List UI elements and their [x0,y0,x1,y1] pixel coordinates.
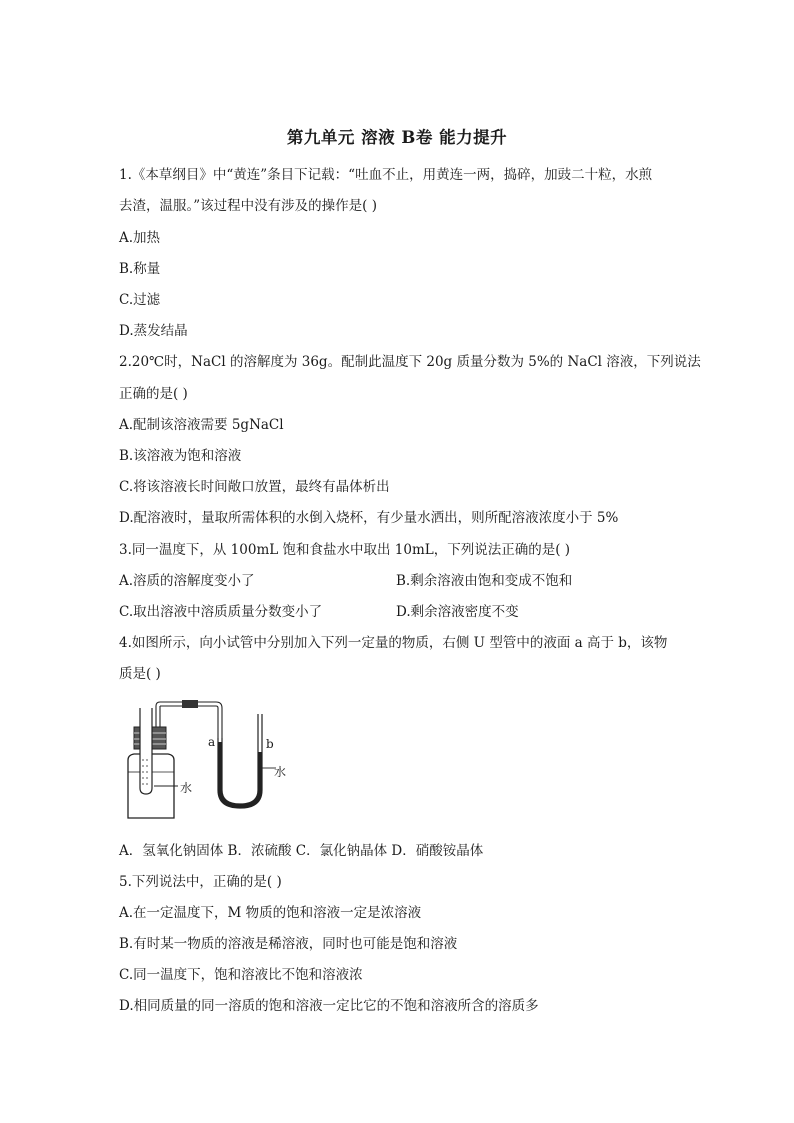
page-title: 第九单元 溶液 B卷 能力提升 [286,128,508,147]
q3-option-d: D.剩余溶液密度不变 [396,604,519,620]
q3-option-c: C.取出溶液中溶质质量分数变小了 [119,604,323,620]
q5-option-d: D.相同质量的同一溶质的饱和溶液一定比它的不饱和溶液所含的溶质多 [119,998,539,1014]
q5-option-a: A.在一定温度下，M 物质的饱和溶液一定是浓溶液 [119,905,422,921]
q1-stem-line2: 去渣，温服。”该过程中没有涉及的操作是( ) [119,198,377,214]
q2-option-d: D.配溶液时，量取所需体积的水倒入烧杯，有少量水洒出，则所配溶液浓度小于 5% [119,510,619,526]
delivery-tube [156,706,160,727]
q1-stem-line1: 1.《本草纲目》中“黄连”条目下记载：“吐血不止，用黄连一两，捣碎，加豉二十粒，水煎 [119,167,653,183]
apparatus-diagram [116,700,306,824]
q2-stem-line1: 2.20℃时，NaCl 的溶解度为 36g。配制此温度下 20g 质量分数为 5%的 NaCl 溶液，下列说法 [119,354,701,370]
q3-option-b: B.剩余溶液由饱和变成不饱和 [396,573,573,589]
u-tube [218,714,262,808]
q4-options: A．氢氧化钠固体 B．浓硫酸 C．氯化钠晶体 D．硝酸铵晶体 [119,843,484,859]
q3-option-a: A.溶质的溶解度变小了 [119,573,255,589]
q2-stem-line2: 正确的是( ) [119,386,188,402]
q1-option-c: C.过滤 [119,292,161,308]
q1-option-a: A.加热 [119,230,161,246]
q1-option-b: B.称量 [119,261,161,277]
rubber-connector [182,700,198,708]
q5-stem: 5.下列说法中，正确的是( ) [119,874,282,890]
label-water-u-tube: 水 [274,765,287,779]
label-a: a [208,735,216,749]
q4-stem-line2: 质是( ) [119,666,161,682]
label-water-bottle: 水 [180,781,193,795]
q5-option-c: C.同一温度下，饱和溶液比不饱和溶液浓 [119,967,363,983]
test-tube [140,708,152,794]
q5-option-b: B.有时某一物质的溶液是稀溶液，同时也可能是饱和溶液 [119,936,458,952]
apparatus-figure [116,700,306,824]
q2-option-c: C.将该溶液长时间敞口放置，最终有晶体析出 [119,479,390,495]
u-tube-liquid [220,742,260,806]
q2-option-a: A.配制该溶液需要 5gNaCl [119,417,284,433]
q3-stem: 3.同一温度下，从 100mL 饱和食盐水中取出 10mL，下列说法正确的是( ) [119,542,571,558]
label-b: b [266,737,274,751]
q1-option-d: D.蒸发结晶 [119,323,188,339]
q2-option-b: B.该溶液为饱和溶液 [119,448,242,464]
q4-stem-line1: 4.如图所示，向小试管中分别加入下列一定量的物质，右侧 U 型管中的液面 a 高于 b，该物 [119,635,668,651]
